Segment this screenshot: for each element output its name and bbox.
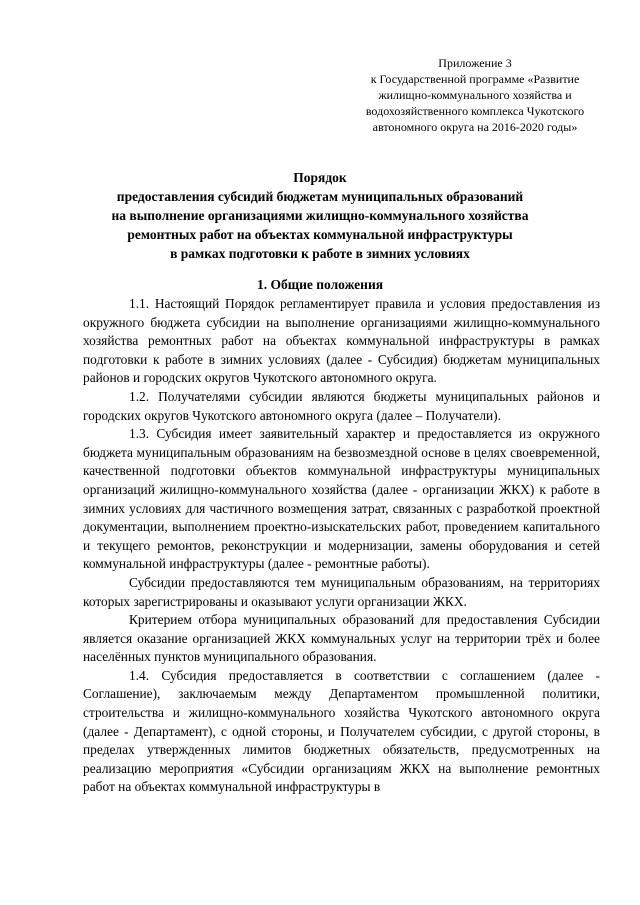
title-line: ремонтных работ на объектах коммунальной инфраструктуры	[127, 227, 513, 242]
annex-line: водохозяйственного комплекса Чукотского	[365, 104, 585, 118]
paragraph: Субсидии предоставляются тем муниципальным образованиям, на территориях которых зарегистрированы и оказывают услуги организации ЖКХ.	[83, 574, 600, 609]
document-title	[90, 168, 550, 263]
document-body	[83, 295, 600, 797]
paragraph: 1.1. Настоящий Порядок регламентирует правила и условия предоставления из окружного бюджета субсидии на выполнение организациями жилищно-коммунального хозяйства ремонтных работ на объектах коммунальной инфраструктуры в рамках подготовки к работе в зимних условиях (далее - Субсидия) бюджетам муниципальных районов и городских округов Чукотского автономного округа.	[83, 296, 600, 386]
paragraph: Критерием отбора муниципальных образований для предоставления Субсидии является оказание организацией ЖКХ коммунальных услуг на территории трёх и более населённых пунктов муниципального образования.	[83, 612, 600, 665]
title-line: предоставления субсидий бюджетам муниципальных образований	[116, 189, 524, 204]
title-line: на выполнение организациями жилищно-коммунального хозяйства	[111, 208, 529, 223]
annex-line: автономного округа на 2016-2020 годы»	[372, 120, 578, 134]
annex-line: к Государственной программе «Развитие	[370, 72, 580, 86]
title-line: в рамках подготовки к работе в зимних условиях	[170, 246, 470, 261]
paragraph: 1.2. Получателями субсидии являются бюджеты муниципальных районов и городских округов Чукотского автономного округа (далее – Получатели).	[83, 388, 600, 423]
title-line: Порядок	[293, 170, 347, 185]
section-heading: 1. Общие положения	[256, 277, 384, 292]
annex-header	[340, 55, 610, 135]
paragraph: 1.4. Субсидия предоставляется в соответствии с соглашением (далее - Соглашение), заключаемым между Департаментом промышленной политики, строительства и жилищно-коммунального хозяйства Чукотского автономного округа (далее - Департамент), с одной стороны, и Получателем субсидии, с другой стороны, в пределах утвержденных лимитов бюджетных обязательств, предусмотренных на реализацию мероприятия «Субсидии организациям ЖКХ на выполнение ремонтных работ на объектах коммунальной инфраструктуры в	[83, 667, 600, 795]
annex-line: жилищно-коммунального хозяйства и	[378, 88, 572, 102]
paragraph: 1.3. Субсидия имеет заявительный характер и предоставляется из окружного бюджета муниципальным образованиям на безвозмездной основе в целях своевременной, качественной подготовки объектов коммунальной инфраструктуры муниципальных организаций жилищно-коммунального хозяйства (далее - организации ЖКХ) к работе в зимних условиях для частичного возмещения затрат, связанных с разработкой проектной документации, выполнением проектно-изыскательских работ, проведением капитального и текущего ремонтов, реконструкции и модернизации, замены оборудования и сетей коммунальной инфраструктуры (далее - ремонтные работы).	[83, 426, 600, 572]
annex-line: Приложение 3	[438, 56, 512, 70]
